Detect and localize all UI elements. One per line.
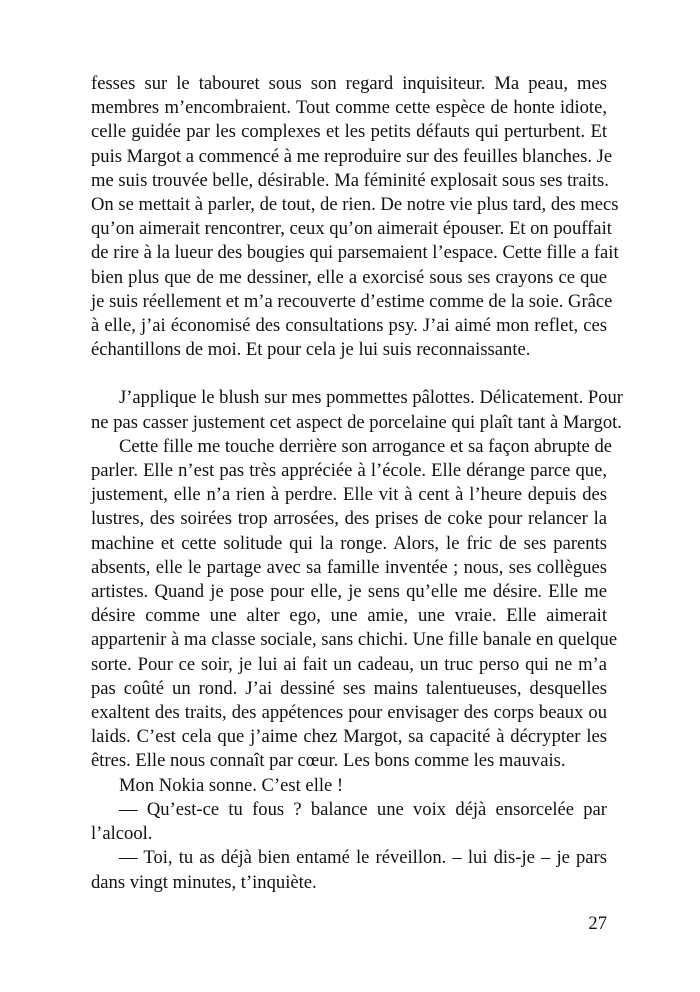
paragraph	[91, 846, 607, 894]
text-line: machine et cette solitude qui la ronge. Alors, le fric de ses parents	[91, 532, 607, 554]
text-line: me suis trouvée belle, désirable. Ma féminité explosait sous ses traits.	[91, 169, 609, 191]
text-line: lustres, des soirées trop arrosées, des prises de coke pour relancer la	[91, 508, 607, 530]
text-line: l’alcool.	[91, 823, 153, 845]
page-number: 27	[588, 913, 607, 934]
text-line: je suis réellement et m’a recouverte d’estime comme de la soie. Grâce	[91, 290, 613, 312]
text-line: Cette fille me touche derrière son arrogance et sa façon abrupte de	[119, 435, 613, 457]
text-line: désire comme une alter ego, une amie, une vraie. Elle aimerait	[91, 605, 607, 627]
text-line: échantillons de moi. Et pour cela je lui suis reconnaissante.	[91, 339, 531, 361]
text-line: exaltent des traits, des appétences pour envisager des corps beaux ou	[91, 702, 607, 724]
text-line: J’applique le blush sur mes pommettes pâlottes. Délicatement. Pour	[119, 387, 623, 409]
paragraph	[91, 435, 618, 774]
text-line: artistes. Quand je pose pour elle, je sens qu’elle me désire. Elle me	[91, 581, 607, 603]
text-line: de rire à la lueur des bougies qui parsemaient l’espace. Cette fille a fait	[91, 242, 619, 264]
paragraph	[91, 798, 607, 846]
text-line: justement, elle n’a rien à perdre. Elle vit à cent à l’heure depuis des	[91, 484, 607, 506]
text-line: puis Margot a commencé à me reproduire sur des feuilles blanches. Je	[91, 145, 613, 167]
paragraph	[91, 72, 619, 362]
text-line: pas coûté un rond. J’ai dessiné ses mains talentueuses, desquelles	[91, 677, 607, 699]
text-line: — Toi, tu as déjà bien entamé le réveillon. – lui dis-je – je pars	[119, 847, 607, 869]
text-line: parler. Elle n’est pas très appréciée à l’école. Elle dérange parce que,	[91, 460, 607, 482]
text-line: On se mettait à parler, de tout, de rien. De notre vie plus tard, des mecs	[91, 194, 619, 216]
text-line: appartenir à ma classe sociale, sans chichi. Une fille banale en quelque	[91, 629, 618, 651]
text-line: sorte. Pour ce soir, je lui ai fait un cadeau, un truc perso qui ne m’a	[91, 653, 607, 675]
text-line: dans vingt minutes, t’inquiète.	[91, 871, 317, 893]
text-line: laids. C’est cela que j’aime chez Margot, sa capacité à décrypter les	[91, 726, 607, 748]
paragraph	[91, 386, 623, 434]
text-line: fesses sur le tabouret sous son regard inquisiteur. Ma peau, mes	[91, 73, 607, 94]
text-line: absents, elle le partage avec sa famille inventée ; nous, ses collègues	[91, 556, 607, 578]
text-line: à elle, j’ai économisé des consultations psy. J’ai aimé mon reflet, ces	[91, 315, 607, 337]
text-line: membres m’encombraient. Tout comme cette espèce de honte idiote,	[91, 97, 607, 119]
paragraph	[91, 774, 607, 798]
text-line: êtres. Elle nous connaît par cœur. Les bons comme les mauvais.	[91, 750, 566, 772]
text-line: ne pas casser justement cet aspect de porcelaine qui plaît tant à Margot.	[91, 411, 622, 433]
text-line: qu’on aimerait rencontrer, ceux qu’on aimerait épouser. Et on pouffait	[91, 218, 612, 240]
text-line: bien plus que de me dessiner, elle a exorcisé sous ses crayons ce que	[91, 266, 607, 288]
text-line: celle guidée par les complexes et les petits défauts qui perturbent. Et	[91, 121, 607, 143]
text-line: — Qu’est-ce tu fous ? balance une voix déjà ensorcelée par	[119, 798, 607, 820]
page-body	[91, 72, 623, 895]
text-line: Mon Nokia sonne. C’est elle !	[119, 774, 344, 796]
